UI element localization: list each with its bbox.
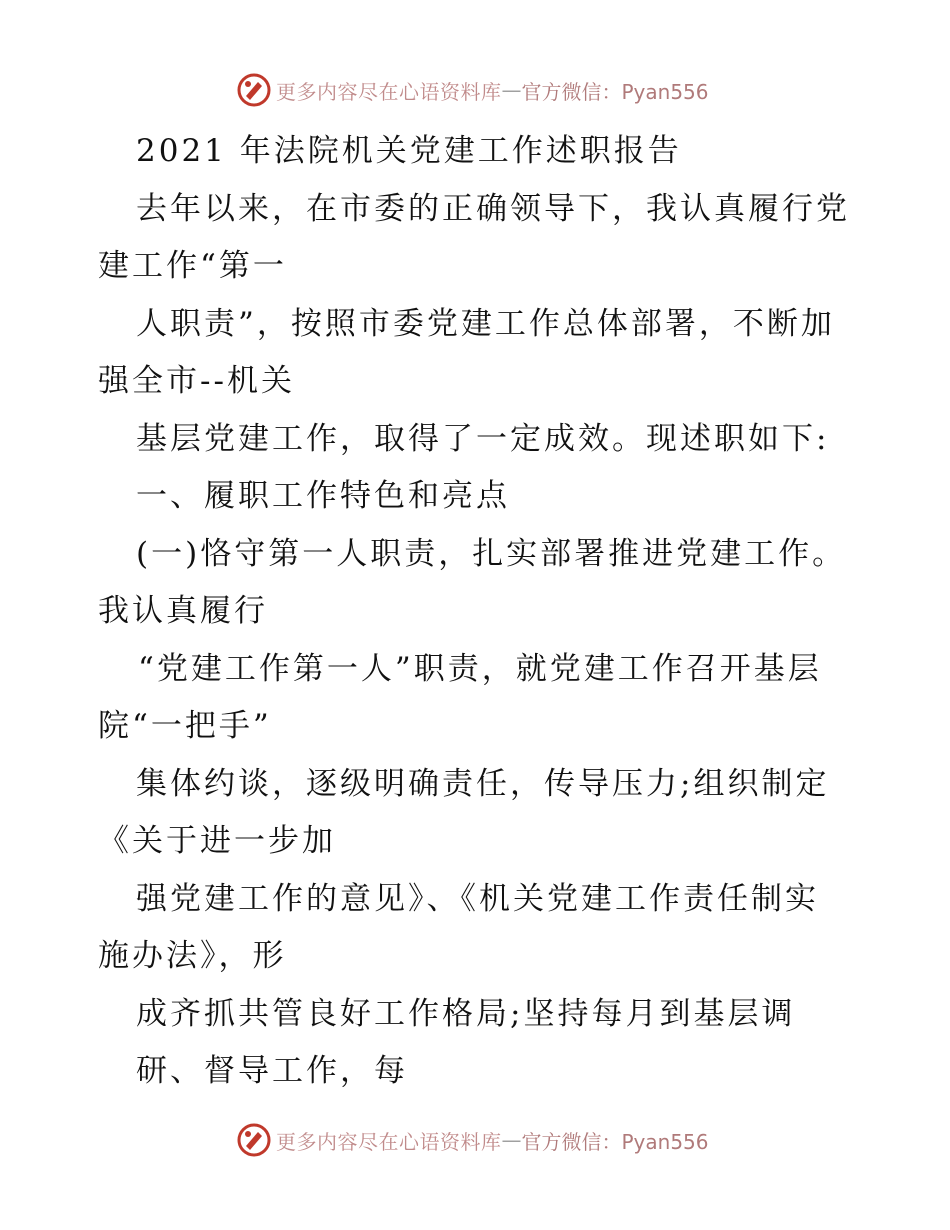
- subsection-heading: (一)恪守第一人职责，扎实部署推进党建工作。: [136, 535, 847, 572]
- banner-separator: —: [501, 1128, 522, 1152]
- footer-watermark-banner: [236, 1122, 756, 1158]
- text-line: 院“一把手”: [98, 708, 272, 744]
- banner-official-wechat: 官方微信：Pyan556: [521, 79, 709, 104]
- banner-slogan: 更多内容尽在心语资料库: [276, 1129, 502, 1154]
- library-logo-icon: [236, 72, 272, 108]
- banner-official-wechat: 官方微信：Pyan556: [521, 1129, 709, 1154]
- text-line: 去年以来，在市委的正确领导下，我认真履行党: [136, 190, 850, 227]
- document-title: 2021 年法院机关党建工作述职报告: [136, 133, 682, 169]
- text-line: 研、督导工作，每: [136, 1053, 408, 1089]
- document-body: [98, 123, 858, 1101]
- text-line: 强全市--机关: [98, 363, 295, 399]
- text-line: 施办法》，形: [98, 938, 287, 974]
- text-line: 我认真履行: [98, 593, 268, 629]
- section-heading: 一、履职工作特色和亮点: [136, 478, 510, 514]
- banner-separator: —: [501, 78, 522, 102]
- text-line: 强党建工作的意见》、《机关党建工作责任制实: [136, 880, 819, 917]
- text-line: 成齐抓共管良好工作格局;坚持每月到基层调: [136, 995, 796, 1032]
- text-line: 《关于进一步加: [98, 823, 336, 859]
- text-line: “党建工作第一人”职责，就党建工作召开基层: [138, 650, 822, 687]
- library-logo-icon: [236, 1122, 272, 1158]
- text-line: 集体约谈，逐级明确责任，传导压力;组织制定: [136, 765, 830, 802]
- text-line: 人职责”，按照市委党建工作总体部署，不断加: [136, 305, 835, 342]
- banner-slogan: 更多内容尽在心语资料库: [276, 79, 502, 104]
- text-line: 建工作“第一: [98, 248, 287, 284]
- text-line: 基层党建工作，取得了一定成效。现述职如下:: [136, 420, 830, 457]
- header-watermark-banner: [236, 72, 756, 108]
